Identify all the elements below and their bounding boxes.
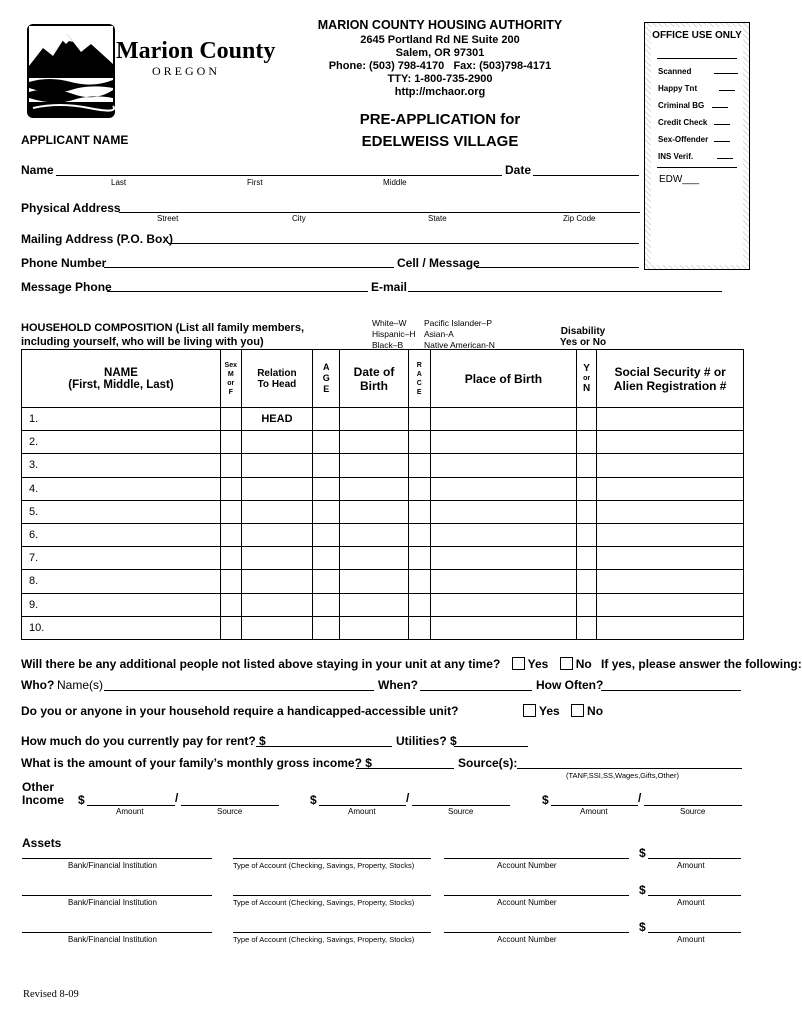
handicap-no-label: No	[587, 704, 604, 718]
sources-field[interactable]	[517, 768, 742, 769]
disability-yes-no: Yes or No	[559, 337, 607, 348]
disability-cell[interactable]	[576, 616, 596, 639]
row-number: 3.	[29, 459, 39, 472]
sex-cell[interactable]	[220, 523, 241, 546]
age-cell[interactable]	[313, 616, 340, 639]
table-row	[22, 500, 744, 523]
table-row	[22, 431, 744, 454]
col-ssn-header: Social Security # or Alien Registration #	[597, 350, 744, 408]
asset-type-hint: Type of Account (Checking, Savings, Property, Stocks)	[233, 935, 415, 944]
place-of-birth-cell[interactable]	[430, 593, 576, 616]
asset-account-hint: Account Number	[497, 898, 557, 907]
other-income-amount-field[interactable]	[87, 805, 175, 806]
income-field[interactable]	[356, 768, 454, 769]
handicap-no-checkbox[interactable]	[571, 704, 584, 717]
agency-website[interactable]: http://mchaor.org	[394, 86, 486, 98]
utilities-field[interactable]	[454, 746, 528, 747]
race-cell[interactable]	[408, 500, 430, 523]
agency-phone: Phone: (503) 798-4170 Fax: (503)798-4171	[328, 60, 552, 72]
office-item-sex-offender: Sex-Offender	[658, 135, 730, 144]
asset-dollar: $	[639, 846, 646, 860]
relation-cell[interactable]	[241, 593, 313, 616]
agency-address1: 2645 Portland Rd NE Suite 200	[360, 34, 520, 46]
table-row	[22, 616, 744, 639]
household-heading-line1: HOUSEHOLD COMPOSITION (List all family members,	[21, 322, 304, 334]
asset-type-hint: Type of Account (Checking, Savings, Property, Stocks)	[233, 898, 415, 907]
sex-cell[interactable]	[220, 408, 241, 431]
race-cell[interactable]	[408, 431, 430, 454]
member-name-cell[interactable]	[22, 477, 221, 500]
dob-cell[interactable]	[340, 454, 408, 477]
relation-cell[interactable]	[241, 616, 313, 639]
form-title: PRE-APPLICATION for	[359, 111, 521, 128]
col-dob-header: Date of Birth	[340, 350, 408, 408]
asset-dollar: $	[639, 920, 646, 934]
relation-cell[interactable]	[241, 477, 313, 500]
member-name-cell[interactable]	[22, 523, 221, 546]
sources-label: Source(s):	[458, 756, 518, 770]
other-income-dollar: $	[78, 793, 85, 807]
other-income-amount-hint: Amount	[348, 807, 376, 816]
age-cell[interactable]	[313, 431, 340, 454]
place-of-birth-cell[interactable]	[430, 500, 576, 523]
office-items-rule	[657, 167, 737, 168]
mailing-address-field[interactable]	[168, 243, 639, 244]
race-key-native: Native American-N	[424, 340, 495, 350]
ssn-cell[interactable]	[597, 454, 744, 477]
asset-bank-field[interactable]	[22, 895, 212, 896]
race-cell[interactable]	[408, 547, 430, 570]
asset-amount-field[interactable]	[648, 932, 741, 933]
ssn-cell[interactable]	[597, 523, 744, 546]
age-cell[interactable]	[313, 570, 340, 593]
asset-amount-field[interactable]	[648, 858, 741, 859]
when-label: When?	[378, 678, 418, 692]
place-of-birth-cell[interactable]	[430, 454, 576, 477]
table-row	[22, 570, 744, 593]
member-name-cell[interactable]	[22, 593, 221, 616]
dob-cell[interactable]	[340, 500, 408, 523]
disability-cell[interactable]	[576, 547, 596, 570]
row-number: 4.	[29, 482, 39, 495]
additional-no-label: No	[575, 657, 592, 671]
col-place-of-birth-header: Place of Birth	[430, 350, 576, 408]
logo-text: Marion County	[116, 38, 276, 64]
place-of-birth-cell[interactable]	[430, 523, 576, 546]
other-income-source-hint: Source	[217, 807, 243, 816]
place-of-birth-cell[interactable]	[430, 477, 576, 500]
asset-account-field[interactable]	[444, 895, 629, 896]
member-name-cell[interactable]	[22, 408, 221, 431]
asset-bank-field[interactable]	[22, 858, 212, 859]
state-hint: State	[428, 214, 447, 223]
assets-heading: Assets	[22, 836, 62, 850]
col-sex-header: Sex M or F	[220, 350, 241, 408]
table-row	[22, 454, 744, 477]
other-income-amount-field[interactable]	[551, 805, 638, 806]
race-cell[interactable]	[408, 454, 430, 477]
dob-cell[interactable]	[340, 431, 408, 454]
sex-cell[interactable]	[220, 454, 241, 477]
office-title-rule	[657, 58, 737, 59]
race-cell[interactable]	[408, 477, 430, 500]
asset-type-field[interactable]	[233, 932, 431, 933]
office-item-happy-tnt: Happy Tnt	[658, 84, 735, 93]
asset-account-hint: Account Number	[497, 861, 557, 870]
disability-cell[interactable]	[576, 454, 596, 477]
revised-date: Revised 8-09	[23, 989, 79, 1000]
asset-amount-hint: Amount	[677, 935, 705, 944]
other-income-slash: /	[406, 791, 410, 805]
member-name-cell[interactable]	[22, 431, 221, 454]
disability-cell[interactable]	[576, 500, 596, 523]
agency-tty: TTY: 1-800-735-2900	[387, 73, 493, 85]
date-label: Date	[505, 163, 532, 177]
race-cell[interactable]	[408, 408, 430, 431]
other-income-dollar: $	[542, 793, 549, 807]
ssn-cell[interactable]	[597, 547, 744, 570]
asset-bank-hint: Bank/Financial Institution	[68, 898, 157, 907]
other-income-source-hint: Source	[680, 807, 706, 816]
disability-cell[interactable]	[576, 570, 596, 593]
office-use-box	[644, 22, 750, 270]
phone-label: Phone Number	[21, 256, 107, 270]
asset-type-field[interactable]	[233, 858, 431, 859]
ssn-cell[interactable]	[597, 500, 744, 523]
disability-cell[interactable]	[576, 408, 596, 431]
age-cell[interactable]	[313, 500, 340, 523]
handicap-yes-checkbox[interactable]	[523, 704, 536, 717]
place-of-birth-cell[interactable]	[430, 616, 576, 639]
row-number: 10.	[29, 621, 45, 634]
sources-hint: (TANF,SSI,SS,Wages,Gifts,Other)	[566, 771, 679, 780]
race-key-asian: Asian-A	[424, 329, 454, 339]
disability-heading	[548, 326, 618, 348]
other-income-label2: Income	[22, 793, 65, 807]
col-name-header: NAME (First, Middle, Last)	[22, 350, 221, 408]
asset-bank-hint: Bank/Financial Institution	[68, 861, 157, 870]
asset-account-field[interactable]	[444, 932, 629, 933]
other-income-source-field[interactable]	[412, 805, 510, 806]
email-field[interactable]	[408, 291, 722, 292]
row-number: 1.	[29, 413, 39, 426]
form-subtitle: EDELWEISS VILLAGE	[361, 133, 519, 150]
physical-address-field[interactable]	[119, 212, 640, 213]
row-number: 2.	[29, 436, 39, 449]
agency-name: MARION COUNTY HOUSING AUTHORITY	[317, 18, 563, 32]
other-income-source-field[interactable]	[644, 805, 742, 806]
additional-yes-label: Yes	[527, 657, 549, 671]
additional-yes-checkbox[interactable]	[512, 657, 525, 670]
name-label: Name	[21, 163, 54, 177]
asset-amount-field[interactable]	[648, 895, 741, 896]
place-of-birth-cell[interactable]	[430, 431, 576, 454]
rent-field[interactable]	[256, 746, 392, 747]
email-label: E-mail	[371, 280, 408, 294]
asset-amount-hint: Amount	[677, 898, 705, 907]
place-of-birth-cell[interactable]	[430, 570, 576, 593]
additional-no-checkbox[interactable]	[560, 657, 573, 670]
dob-cell[interactable]	[340, 616, 408, 639]
office-item-credit-check: Credit Check	[658, 118, 730, 127]
sex-cell[interactable]	[220, 477, 241, 500]
if-yes-text: If yes, please answer the following:	[601, 657, 802, 671]
race-key-col1	[372, 318, 415, 351]
table-row	[22, 477, 744, 500]
other-income-dollar: $	[310, 793, 317, 807]
disability-label: Disability	[560, 326, 606, 337]
table-row	[22, 523, 744, 546]
disability-cell[interactable]	[576, 593, 596, 616]
ssn-cell[interactable]	[597, 593, 744, 616]
col-age-header: A G E	[313, 350, 340, 408]
age-cell[interactable]	[313, 408, 340, 431]
asset-type-field[interactable]	[233, 895, 431, 896]
member-name-cell[interactable]	[22, 616, 221, 639]
name-field[interactable]	[56, 175, 502, 176]
sex-cell[interactable]	[220, 547, 241, 570]
sex-cell[interactable]	[220, 500, 241, 523]
office-item-criminal-bg: Criminal BG	[658, 101, 728, 110]
col-disability-yn-header: Y or N	[576, 350, 596, 408]
other-income-amount-hint: Amount	[580, 807, 608, 816]
col-relation-header: Relation To Head	[241, 350, 313, 408]
asset-type-hint: Type of Account (Checking, Savings, Property, Stocks)	[233, 861, 415, 870]
table-row	[22, 547, 744, 570]
phone-field[interactable]	[104, 267, 394, 268]
how-often-field[interactable]	[601, 690, 741, 691]
head-label: HEAD	[261, 413, 293, 426]
race-cell[interactable]	[408, 616, 430, 639]
income-label: What is the amount of your family’s monthly gross income? $	[21, 756, 372, 770]
member-name-cell[interactable]	[22, 500, 221, 523]
race-key-hispanic: Hispanic–H	[372, 329, 416, 339]
relation-cell[interactable]	[241, 431, 313, 454]
ssn-cell[interactable]	[597, 477, 744, 500]
logo-subtext: OREGON	[152, 64, 220, 78]
place-of-birth-cell[interactable]	[430, 408, 576, 431]
additional-people-question	[21, 657, 802, 671]
other-income-source-field[interactable]	[181, 805, 279, 806]
household-heading-line2: including yourself, who will be living with you)	[21, 336, 264, 348]
asset-amount-hint: Amount	[677, 861, 705, 870]
other-income-amount-field[interactable]	[319, 805, 406, 806]
how-often-label: How Often?	[536, 678, 604, 692]
office-edw: EDW___	[659, 174, 700, 185]
name-last-hint: Last	[111, 178, 127, 187]
race-cell[interactable]	[408, 570, 430, 593]
agency-address2: Salem, OR 97301	[395, 47, 485, 59]
name-first-hint: First	[247, 178, 263, 187]
household-table	[21, 349, 744, 640]
dob-cell[interactable]	[340, 547, 408, 570]
other-income-source-hint: Source	[448, 807, 474, 816]
asset-bank-field[interactable]	[22, 932, 212, 933]
place-of-birth-cell[interactable]	[430, 547, 576, 570]
message-phone-label: Message Phone	[21, 280, 112, 294]
utilities-label: Utilities? $	[396, 734, 457, 748]
date-field[interactable]	[533, 175, 639, 176]
applicant-section-title: APPLICANT NAME	[21, 133, 129, 147]
name-middle-hint: Middle	[383, 178, 407, 187]
relation-cell[interactable]	[241, 500, 313, 523]
member-name-cell[interactable]	[22, 547, 221, 570]
dob-cell[interactable]	[340, 523, 408, 546]
row-number: 8.	[29, 575, 39, 588]
relation-cell[interactable]	[241, 523, 313, 546]
physical-address-label: Physical Address	[21, 201, 121, 215]
relation-cell[interactable]	[241, 408, 313, 431]
ssn-cell[interactable]	[597, 408, 744, 431]
age-cell[interactable]	[313, 593, 340, 616]
cell-field[interactable]	[476, 267, 639, 268]
dob-cell[interactable]	[340, 570, 408, 593]
row-number: 6.	[29, 529, 39, 542]
race-cell[interactable]	[408, 593, 430, 616]
names-label: Name(s)	[57, 678, 104, 692]
office-use-title: OFFICE USE ONLY	[652, 30, 742, 41]
ssn-cell[interactable]	[597, 570, 744, 593]
age-cell[interactable]	[313, 477, 340, 500]
col-race-header: R A C E	[408, 350, 430, 408]
other-income-slash: /	[175, 791, 179, 805]
mailing-address-label: Mailing Address (P.O. Box)	[21, 232, 174, 246]
office-item-scanned: Scanned	[658, 67, 738, 76]
ssn-cell[interactable]	[597, 431, 744, 454]
zip-hint: Zip Code	[563, 214, 596, 223]
dob-cell[interactable]	[340, 477, 408, 500]
city-hint: City	[292, 214, 306, 223]
relation-cell[interactable]	[241, 570, 313, 593]
mountain-river-icon	[29, 26, 113, 116]
marion-county-logo	[27, 24, 115, 118]
race-key-white: White–W	[372, 318, 407, 328]
other-income-amount-hint: Amount	[116, 807, 144, 816]
household-header-row	[22, 350, 744, 408]
age-cell[interactable]	[313, 547, 340, 570]
race-cell[interactable]	[408, 523, 430, 546]
handicap-options	[520, 704, 603, 718]
disability-cell[interactable]	[576, 431, 596, 454]
sex-cell[interactable]	[220, 431, 241, 454]
member-name-cell[interactable]	[22, 454, 221, 477]
race-key-black: Black–B	[372, 340, 404, 350]
message-phone-field[interactable]	[107, 291, 368, 292]
disability-cell[interactable]	[576, 523, 596, 546]
other-income-slash: /	[638, 791, 642, 805]
table-row	[22, 593, 744, 616]
sex-cell[interactable]	[220, 570, 241, 593]
relation-cell[interactable]	[241, 547, 313, 570]
when-field[interactable]	[420, 690, 532, 691]
member-name-cell[interactable]	[22, 570, 221, 593]
table-row	[22, 408, 744, 431]
ssn-cell[interactable]	[597, 616, 744, 639]
sex-cell[interactable]	[220, 593, 241, 616]
dob-cell[interactable]	[340, 408, 408, 431]
who-label: Who?	[21, 678, 55, 692]
office-item-ins-verif: INS Verif.	[658, 152, 733, 161]
asset-account-field[interactable]	[444, 858, 629, 859]
asset-bank-hint: Bank/Financial Institution	[68, 935, 157, 944]
asset-account-hint: Account Number	[497, 935, 557, 944]
additional-people-text: Will there be any additional people not listed above staying in your unit at any time?	[21, 657, 501, 671]
age-cell[interactable]	[313, 523, 340, 546]
cell-label: Cell / Message	[397, 256, 480, 270]
row-number: 5.	[29, 505, 39, 518]
disability-cell[interactable]	[576, 477, 596, 500]
age-cell[interactable]	[313, 454, 340, 477]
relation-cell[interactable]	[241, 454, 313, 477]
race-key-pacific: Pacific Islander–P	[424, 318, 493, 328]
other-income-label1: Other	[22, 780, 55, 794]
row-number: 7.	[29, 552, 39, 565]
dob-cell[interactable]	[340, 593, 408, 616]
handicap-yes-label: Yes	[539, 704, 560, 718]
sex-cell[interactable]	[220, 616, 241, 639]
race-key-col2	[424, 318, 495, 351]
street-hint: Street	[157, 214, 179, 223]
asset-dollar: $	[639, 883, 646, 897]
rent-label: How much do you currently pay for rent? $	[21, 734, 266, 748]
handicap-question: Do you or anyone in your household require a handicapped-accessible unit?	[21, 704, 459, 718]
row-number: 9.	[29, 598, 39, 611]
names-field[interactable]	[104, 690, 374, 691]
